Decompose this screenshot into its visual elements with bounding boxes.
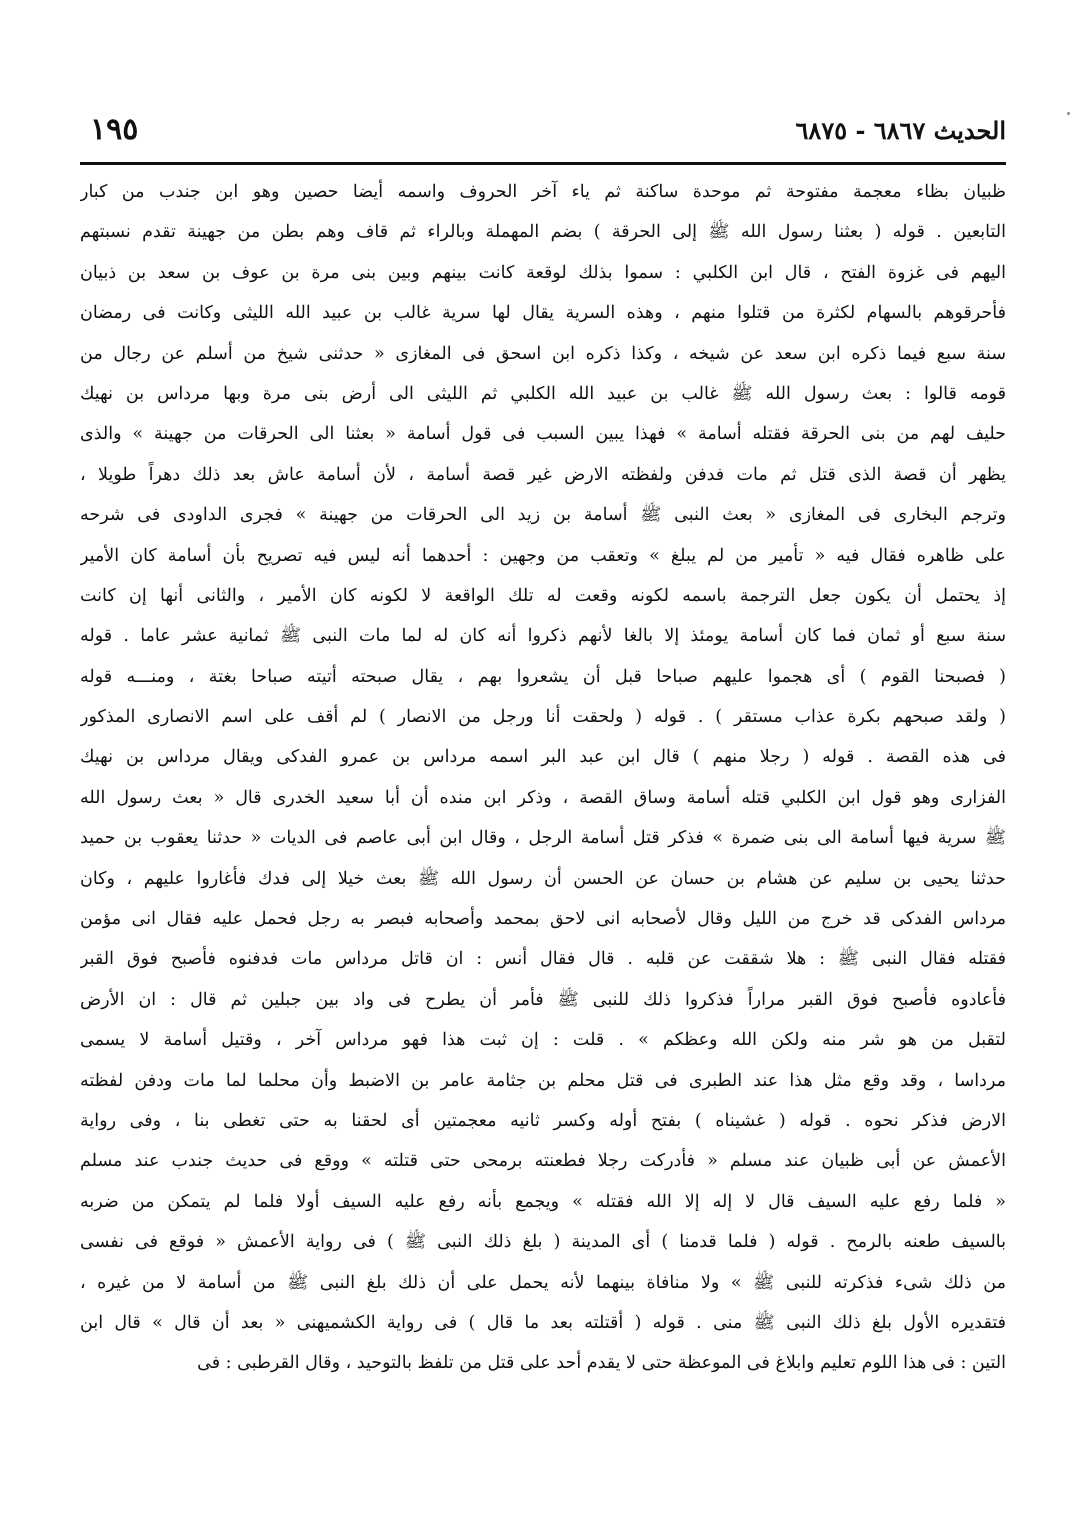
text-line: سنة سبع فيما ذكره ابن سعد عن شيخه ، وكذا ذكره ابن اسحق فى المغازى « حدثنى شيخ من أسلم عن رجال من [80,343,1006,364]
text-line: يظهر أن قصة الذى قتل ثم مات فدفن ولفظته الارض غير قصة أسامة ، لأن أسامة عاش بعد ذلك دهراً طويلا ، [80,464,1006,485]
scan-speck [1067,112,1070,115]
text-line: فى هذه القصة . قوله ( رجلا منهم ) قال ابن عبد البر اسمه مرداس بن عمرو الفدكى ويقال مرداس بن نهيك [80,747,1006,768]
text-line: وترجم البخارى فى المغازى « بعث النبى ﷺ أسامة بن زيد الى الحرقات من جهينة » فجرى الداودى فى شرحه [80,505,1006,526]
text-line: فأحرقوهم بالسهام لكثرة من قتلوا منهم ، وهذه السرية يقال لها سرية غالب بن عبيد الله الليثى وكانت فى رمضان [80,303,1006,324]
page-header [80,112,1006,158]
running-head: الحديث ٦٨٦٧ - ٦٨٧٥ [795,116,1006,145]
text-line: التين : فى هذا اللوم تعليم وابلاغ فى الموعظة حتى لا يقدم أحد على قتل من تلفظ بالتوحيد ، وقال القرطبى : فى [197,1353,1006,1374]
text-line: ( ولقد صبحهم بكرة عذاب مستقر ) . قوله ( ولحقت أنا ورجل من الانصار ) لم أقف على اسم الانصارى المذكور [80,707,1006,728]
text-line: ظبيان بظاء معجمة مفتوحة ثم موحدة ساكنة ثم ياء آخر الحروف واسمه أيضا حصين وهو ابن جندب من كبار [80,182,1006,202]
body-text [80,172,1006,1384]
text-line: حدثنا يحيى بن سليم عن هشام بن حسان عن الحسن أن رسول الله ﷺ بعث خيلا إلى فدك فأغاروا عليهم ، وكان [80,868,1006,889]
text-line: اليهم فى غزوة الفتح ، قال ابن الكلبي : سموا بذلك لوقعة كانت بينهم وبين بنى مرة بن عوف بن سعد بن ذبيان [80,262,1006,283]
text-line: الارض فذكر نحوه . قوله ( غشيناه ) بفتح أوله وكسر ثانيه معجمتين أى لحقنا به حتى تغطى بنا ، وفى رواية [80,1110,1006,1131]
text-line: فقتله فقال النبى ﷺ : هلا شققت عن قلبه . قال فقال أنس : ان قاتل مرداس مات فدفنوه فأصبح فوق القبر [80,949,1006,970]
text-line: بالسيف طعنه بالرمح . قوله ( فلما قدمنا ) أى المدينة ( بلغ ذلك النبى ﷺ ) فى رواية الأعمش « فوقع فى نفسى [80,1232,1006,1253]
text-line: الفزارى وهو قول ابن الكلبي قتله أسامة وساق القصة ، وذكر ابن منده أن أبا سعيد الخدرى قال « بعث رسول الله [80,787,1006,808]
text-line: مرداسا ، وقد وقع مثل هذا عند الطبرى فى قتل محلم بن جثامة عامر بن الاضبط وأن محلما لما مات ودفن لفظته [80,1070,1006,1091]
text-line: ( فصبحنا القوم ) أى هجموا عليهم صباحا قبل أن يشعروا بهم ، يقال صبحته أتيته صباحا بغتة ، ومنـــه قوله [80,666,1006,687]
text-line: إذ يحتمل أن يكون جعل الترجمة باسمه لكونه وقعت له تلك الواقعة لا لكونه كان الأمير ، والثانى أنها إن كانت [80,585,1006,606]
header-rule [80,162,1006,165]
text-line: قومه قالوا : بعث رسول الله ﷺ غالب بن عبيد الله الكلبي ثم الليثى الى أرض بنى مرة وبها مرداس بن نهيك [80,383,1006,404]
text-line: من ذلك شىء فذكرته للنبى ﷺ » ولا منافاة بينهما لأنه يحمل على أن ذلك بلغ النبى ﷺ من أسامة لا من غيره ، [80,1272,1006,1293]
page-number: ١٩٥ [90,112,139,147]
text-line: ﷺ سرية فيها أسامة الى بنى ضمرة » فذكر قتل أسامة الرجل ، وقال ابن أبى عاصم فى الديات « حدثنا يعقوب بن حميد [80,828,1006,849]
text-line: « فلما رفع عليه السيف قال لا إله إلا الله فقتله » ويجمع بأنه رفع عليه السيف أولا فلما لم يتمكن من ضربه [80,1191,1006,1212]
text-line: فأعادوه فأصبح فوق القبر مراراً فذكروا ذلك للنبى ﷺ فأمر أن يطرح فى واد بين جبلين ثم قال : ان الأرض [80,989,1006,1010]
text-line: التابعين . قوله ( بعثنا رسول الله ﷺ إلى الحرقة ) بضم المهملة وبالراء ثم قاف وهم بطن من جهينة تقدم نسبتهم [80,222,1006,243]
text-line: لتقبل من هو شر منه ولكن الله وعظكم » . قلت : إن ثبت هذا فهو مرداس آخر ، وقتيل أسامة لا يسمى [80,1030,1006,1051]
text-line: على ظاهره فقال فيه « تأمير من لم يبلغ » وتعقب من وجهين : أحدهما أنه ليس فيه تصريح بأن أسامة كان الأمير [80,545,1006,566]
text-line: سنة سبع أو ثمان فما كان أسامة يومئذ إلا بالغا لأنهم ذكروا أنه كان له لما مات النبى ﷺ ثمانية عشر عاما . قوله [80,626,1006,647]
text-line: فتقديره الأول بلغ ذلك النبى ﷺ منى . قوله ( أقتلته بعد ما قال ) فى رواية الكشميهنى « بعد أن قال » قال ابن [80,1312,1006,1333]
text-line: الأعمش عن أبى ظبيان عند مسلم « فأدركت رجلا فطعنته برمحى حتى قتلته » ووقع فى حديث جندب عند مسلم [80,1151,1006,1172]
text-line: مرداس الفدكى قد خرج من الليل وقال لأصحابه انى لاحق بمحمد وأصحابه فبصر به رجل فحمل عليه فقال انى مؤمن [80,909,1006,930]
text-line: حليف لهم من بنى الحرقة فقتله أسامة » فهذا يبين السبب فى قول أسامة « بعثنا الى الحرقات من جهينة » والذى [80,424,1006,445]
